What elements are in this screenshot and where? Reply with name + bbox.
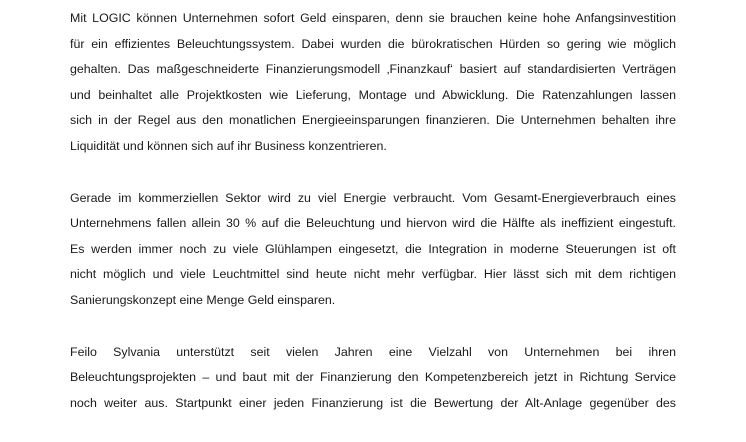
text-line: für ein effizientes Beleuchtungssystem. Dabei wurden die bürokratischen Hürden so gering wie möglich — [70, 36, 676, 51]
text-line: Beleuchtungsprojekten – und baut mit der Finanzierung den Kompetenzbereich jetzt in Richtung Service — [70, 370, 676, 385]
paragraph-energy-consumption — [70, 186, 676, 314]
paragraph-feilo-sylvania — [70, 340, 676, 417]
text-line: Liquidität und können sich auf ihr Business konzentrieren. — [70, 138, 387, 153]
text-line: nicht möglich und viele Leuchtmittel sind heute nicht mehr verfügbar. Hier lässt sich mit dem richtigen — [70, 267, 676, 282]
text-line: Unternehmens fallen allein 30 % auf die Beleuchtung und hiervon wird die Hälfte als ineffizient eingestuft. — [70, 216, 676, 231]
text-line: Es werden immer noch zu viele Glühlampen eingesetzt, die Integration in moderne Steuerungen ist oft — [70, 241, 676, 256]
text-line: Sanierungskonzept eine Menge Geld einsparen. — [70, 292, 336, 307]
text-line: Mit LOGIC können Unternehmen sofort Geld einsparen, denn sie brauchen keine hohe Anfangsinvestition — [70, 11, 676, 25]
text-line: gehalten. Das maßgeschneiderte Finanzierungsmodell ‚Finanzkauf‘ basiert auf standardisierten Verträgen — [70, 62, 676, 77]
text-line: sich in der Regel aus den monatlichen Energieeinsparungen finanzieren. Die Unternehmen behalten ihre — [70, 113, 676, 128]
text-line: Gerade im kommerziellen Sektor wird zu viel Energie verbraucht. Vom Gesamt-Energieverbrauch eines — [70, 190, 676, 205]
document-page — [70, 6, 676, 442]
paragraph-financing-logic — [70, 6, 676, 160]
text-line: und beinhaltet alle Projektkosten wie Lieferung, Montage und Abwicklung. Die Ratenzahlungen lassen — [70, 87, 676, 102]
text-line: Feilo Sylvania unterstützt seit vielen Jahren eine Vielzahl von Unternehmen bei ihren — [70, 344, 676, 359]
text-line: noch weiter aus. Startpunkt einer jeden Finanzierung ist die Bewertung der Alt-Anlage gegenüber des — [70, 395, 676, 410]
